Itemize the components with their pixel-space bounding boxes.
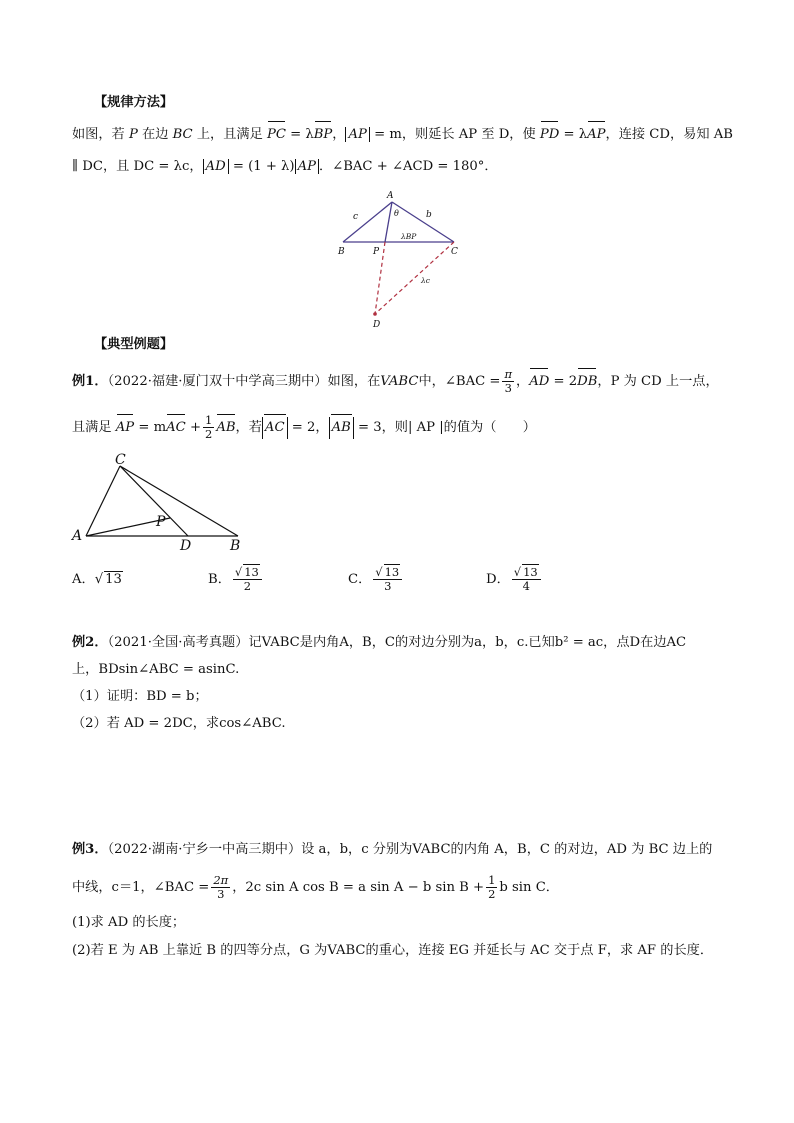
segment-ap bbox=[385, 202, 392, 242]
abs-vector-ab: AB bbox=[329, 417, 354, 439]
fraction-pi-3 bbox=[502, 368, 514, 395]
ex1-option-b[interactable] bbox=[208, 563, 264, 597]
option-radicand: 13 bbox=[105, 572, 122, 587]
ex3-line-2 bbox=[72, 874, 559, 901]
fraction-num bbox=[373, 566, 402, 580]
text: ．∠BAC + ∠ACD = 180°． bbox=[318, 159, 498, 174]
text: + bbox=[185, 420, 201, 435]
vector-ap: AP bbox=[116, 417, 134, 439]
text: （2022·福建·厦门双十中学高三期中）如图，在 bbox=[107, 374, 381, 389]
fraction-num bbox=[512, 566, 541, 580]
abs-ad: AD bbox=[203, 159, 229, 174]
point-d bbox=[373, 312, 377, 316]
vector-ad: AD bbox=[529, 371, 549, 393]
text: = λ bbox=[559, 127, 588, 142]
fraction-num: 1 bbox=[488, 873, 496, 887]
vector-db: DB bbox=[577, 371, 597, 393]
segment-ac bbox=[86, 466, 120, 536]
label-side-c: c bbox=[353, 212, 359, 222]
label-theta: θ bbox=[394, 209, 399, 218]
ex3-line-1 bbox=[72, 839, 712, 861]
text: ， bbox=[332, 127, 346, 142]
text: ，连接 CD，易知 AB bbox=[605, 127, 733, 142]
ex1-line-2 bbox=[72, 414, 536, 441]
sqrt-sign bbox=[95, 572, 103, 587]
option-letter: B． bbox=[208, 572, 231, 587]
text: P bbox=[128, 127, 138, 142]
option-letter: A． bbox=[72, 572, 95, 587]
text: b sin C． bbox=[499, 880, 559, 895]
option-radicand: 13 bbox=[523, 565, 538, 579]
text: = 2， bbox=[287, 420, 329, 435]
fraction-num: 2π bbox=[213, 873, 229, 887]
option-fraction bbox=[373, 566, 402, 593]
fraction-den: 4 bbox=[522, 579, 530, 593]
text: ， bbox=[516, 374, 530, 389]
vector-pd: PD bbox=[540, 124, 559, 146]
fraction-den: 2 bbox=[488, 887, 496, 901]
text: 中，∠BAC = bbox=[418, 374, 501, 389]
examples-section-title: 【典型例题】 bbox=[94, 337, 174, 352]
method-line-1 bbox=[72, 124, 733, 146]
ex1-line-1 bbox=[72, 368, 719, 395]
text: ，2c sin A cos B = a sin A − b sin B + bbox=[232, 880, 485, 895]
text: = m，则延长 AP 至 D，使 bbox=[369, 127, 540, 142]
text: ，P 为 CD 上一点， bbox=[597, 374, 719, 389]
text: 且满足 bbox=[72, 420, 116, 435]
option-fraction bbox=[512, 566, 541, 593]
label-a: A bbox=[387, 191, 394, 201]
sqrt-sign bbox=[375, 565, 382, 579]
fraction-num: 1 bbox=[205, 413, 213, 427]
text: = (1 + λ) bbox=[228, 159, 295, 174]
ex1-figure bbox=[70, 450, 250, 552]
fraction-half bbox=[486, 874, 497, 901]
label-p: P bbox=[373, 247, 380, 257]
ex3-question-1: (1)求 AD 的长度； bbox=[72, 915, 186, 930]
abs-ap: AP bbox=[345, 127, 369, 142]
text: （2021·全国·高考真题）记VABC是内角A，B，C的对边分别为a，b，c.已知b² = ac，点D在边AC bbox=[107, 635, 687, 650]
ex2-question-1: （1）证明：BD = b； bbox=[72, 689, 208, 704]
text: 如图，若 bbox=[72, 127, 129, 142]
method-line-2 bbox=[72, 156, 498, 178]
label-lambda-c: λc bbox=[421, 276, 430, 285]
vector-bp: BP bbox=[314, 124, 333, 146]
abs-vector-ac: AC bbox=[262, 417, 288, 439]
text: （2022·湖南·宁乡一中高三期中）设 a，b，c 分别为VABC的内角 A，B，C 的对边，AD 为 BC 边上的 bbox=[107, 842, 713, 857]
ex3-label: 例3． bbox=[72, 842, 108, 857]
text: ∥ DC，且 DC = λc， bbox=[72, 159, 203, 174]
fraction-den: 2 bbox=[243, 579, 252, 593]
segment-cd-dashed bbox=[375, 242, 454, 314]
text: VABC bbox=[380, 374, 419, 389]
option-fraction bbox=[233, 566, 262, 593]
label-a: A bbox=[72, 528, 83, 544]
label-b: B bbox=[338, 247, 345, 257]
option-letter: D． bbox=[486, 572, 510, 587]
label-d: D bbox=[373, 320, 381, 330]
text: = m bbox=[134, 420, 167, 435]
ex2-line-2: 上，BDsin∠ABC = asinC. bbox=[72, 662, 240, 677]
method-figure bbox=[330, 188, 470, 333]
label-b: B bbox=[230, 538, 241, 552]
option-radicand: 13 bbox=[244, 565, 259, 579]
fraction-num: π bbox=[504, 367, 513, 381]
vector-ap: AP bbox=[587, 124, 605, 146]
text: = λ bbox=[285, 127, 314, 142]
ex3-question-2: (2)若 E 为 AB 上靠近 B 的四等分点，G 为VABC的重心，连接 EG 并延长与 AC 交于点 F，求 AF 的长度． bbox=[72, 943, 714, 958]
segment-ab bbox=[343, 202, 392, 242]
fraction-den: 3 bbox=[504, 381, 512, 395]
option-letter: C． bbox=[348, 572, 372, 587]
fraction-num bbox=[233, 566, 262, 580]
vector-ac: AC bbox=[166, 417, 186, 439]
method-section-title: 【规律方法】 bbox=[94, 95, 174, 110]
text: 中线，c＝1，∠BAC = bbox=[72, 880, 210, 895]
text: 在边 bbox=[137, 127, 173, 142]
vector-pc: PC bbox=[267, 124, 286, 146]
fraction-half bbox=[203, 414, 214, 441]
label-d: D bbox=[180, 538, 192, 552]
text: ，若 bbox=[235, 420, 262, 435]
text: BC bbox=[172, 127, 193, 142]
abs-ap: AP bbox=[295, 159, 319, 174]
text: = 3，则| AP |的值为（ ） bbox=[353, 420, 536, 435]
label-c: C bbox=[115, 452, 126, 468]
sqrt-sign bbox=[514, 565, 521, 579]
label-side-b: b bbox=[426, 210, 432, 220]
ex1-option-a[interactable] bbox=[72, 563, 123, 597]
ex2-question-2: （2）若 AD = 2DC，求cos∠ABC. bbox=[72, 716, 286, 731]
label-c: C bbox=[451, 247, 458, 257]
label-p: P bbox=[156, 514, 166, 530]
fraction-den: 2 bbox=[205, 427, 213, 441]
option-radicand: 13 bbox=[384, 565, 400, 579]
label-lambda-bp: λBP bbox=[401, 232, 417, 241]
fraction-2pi-3 bbox=[211, 874, 230, 901]
text: 上，且满足 bbox=[192, 127, 267, 142]
ex1-option-d[interactable] bbox=[486, 563, 543, 597]
vector-ab: AB bbox=[216, 417, 235, 439]
sqrt-sign bbox=[235, 565, 242, 579]
fraction-den: 3 bbox=[384, 579, 392, 593]
ex2-line-1 bbox=[72, 632, 686, 654]
fraction-den: 3 bbox=[217, 887, 225, 901]
segment-cd bbox=[120, 466, 188, 536]
ex2-label: 例2． bbox=[72, 635, 108, 650]
ex1-label: 例1． bbox=[72, 374, 108, 389]
text: = 2 bbox=[549, 374, 578, 389]
ex1-option-c[interactable] bbox=[348, 563, 404, 597]
